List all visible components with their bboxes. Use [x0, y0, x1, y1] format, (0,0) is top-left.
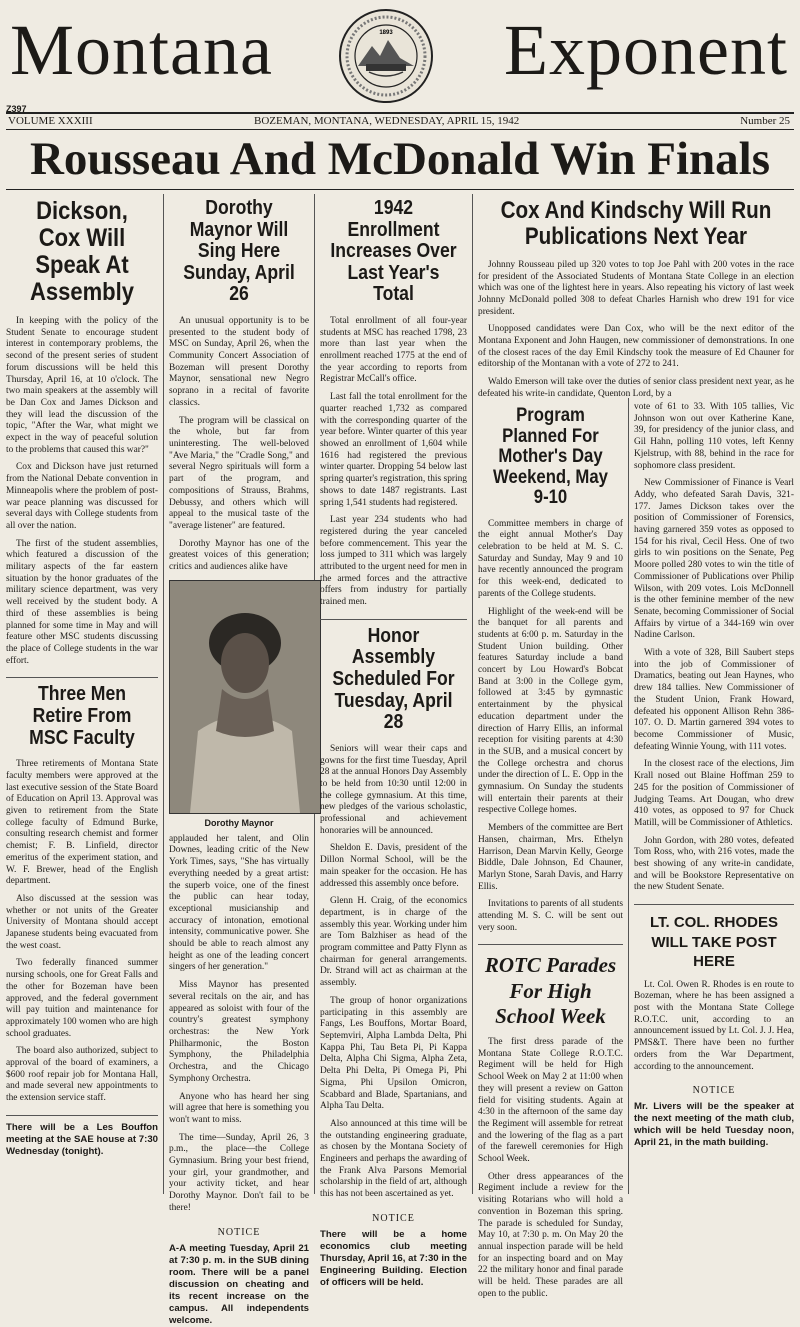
paragraph: John Gordon, with 280 votes, defeated Tom Ross, who, with 216 votes, made the best showing of any write-in candidate, and will be Bookstore Representative on the new Student Senate. [634, 835, 794, 893]
paragraph: The board also authorized, subject to approval of the board of examiners, a $600 roof repair job for Montana Hall, and made several new appointments to the extension service staff. [6, 1046, 158, 1104]
college-seal-icon [336, 6, 436, 106]
seal-year: 1893 [379, 30, 393, 36]
paragraph: Unopposed candidates were Dan Cox, who will be the next editor of the Montana Exponent and John Haugen, new commissioner of demonstrations. In one of the closest races of the day Emil Kindschy took the measure of Ed Chauner for editorship of the Montanan with a vote of 272 to 241. [478, 324, 794, 370]
column-rule [628, 398, 629, 1194]
notice-title: NOTICE [692, 1085, 736, 1097]
paragraph: The time—Sunday, April 26, 3 p.m., the place—the College Gymnasium. Bring your best friend, your girl, your grandmother, and your activity ticket, and hear Dorothy Maynor. Don't fail to be there! [169, 1132, 309, 1213]
paragraph: New Commissioner of Finance is Vearl Addy, who defeated Sarah Davis, 321-177. James Dickson takes over the position of Commissioner of Forensics, having garnered 359 votes as opposed to 154 for his rival, Cecil Hess. One of two girls to win positions on the Senate, Peg Moore polled 280 votes to win the title of Commissioner of Publications over Philip Wilson, with 209 votes. Lois McDonnell is the other feminine member of the new Senate, becoming Commissioner of Social Affairs by virtue of a 344-169 win over Nadine Carlson. [634, 478, 794, 641]
les-bouffon-note: There will be a Les Bouffon meeting at the SAE house at 7:30 Wednesday (tonight). [6, 1121, 158, 1157]
article-maynor [169, 316, 309, 574]
article-rhodes [634, 980, 794, 1074]
paragraph: The first dress parade of the Montana State College R.O.T.C. Regiment will be held for High School Week on May 2 at 11:00 when they will present a review on Gatton field for visiting students. Again at 4:30 in the afternoon of the same day the Regiment will assemble for retreat and the lowering of the flag as a part of the farewell ceremonies for High School Week. [478, 1037, 623, 1165]
article-rotc [478, 1037, 623, 1300]
article-mothers-day [478, 519, 623, 935]
paragraph: The group of honor organizations participating in this assembly are Fangs, Les Bouffons, Mortar Board, Septemviri, Alpha Lambda Delta, Phi Kappa Phi, Tau Beta Pi, Pi Kappa Delta, Alpha Chi Sigma, Alpha Zeta, Delta Phi Delta, Pi Omega Pi, Phi Sigma, Phi Upsilon Omicron, Scabbard and Blade, Spartanians, and Alpha Tau Delta. [320, 995, 467, 1112]
paragraph: Sheldon E. Davis, president of the Dillon Normal School, will be the main speaker for the occasion. He has addressed this assembly once before. [320, 843, 467, 889]
column-3 [320, 194, 467, 1288]
paragraph: Members of the committee are Bert Hansen, chairman, Mrs. Ethelyn Harrison, Dean Marvin Kelly, George Biddle, Dale Johnson, Ed Chauner, Marlyn Stone, Sarah Davis, and Harry Ellis. [478, 823, 623, 892]
paragraph: Seniors will wear their caps and gowns for the first time Tuesday, April 28 at the annual Honors Day Assembly to be held from 10:30 until 12:00 in the college gymnasium. At this time, new pledges of the various scholastic, professional and achievement honoraries will be announced. [320, 743, 467, 836]
paragraph: An unusual opportunity is to be presented to the student body of MSC on Sunday, April 26, when the Community Concert Association of Bozeman will present Dorothy Maynor, sensational new Negro soprano in a recital of favorite classics. [169, 315, 309, 408]
banner-rule [6, 189, 794, 190]
column-rule [163, 194, 164, 1194]
paragraph: In keeping with the policy of the Student Senate to encourage student interest in contemporary problems, the second of the present series of student forum discussions will be held this Thursday, April 16, at 10 o'clock. The two main speakers at the assembly will be Dan Cox and James Dickson and they will lead the discussion of the topic, "After the War, what might we expect in the way of peaceful solution to the problems that caused this war?" [6, 316, 158, 455]
headline-maynor: Dorothy Maynor Will Sing Here Sunday, April 26 [183, 197, 295, 306]
article-retire [6, 759, 158, 1105]
paragraph: Other dress appearances of the Regiment include a review for the visiting Rotarians who will hold a convention in Bozeman this spring. The parade is scheduled for Sunday, May 10, at 7:30 p. m. On May 20 the annual inspection parade will be held for an inspecting board and on May 22 the military honor and final parade will be held. These parades are all open to the public. [478, 1171, 623, 1299]
article-divider [478, 944, 623, 945]
article-divider [6, 677, 158, 678]
headline-retire: Three Men Retire From MSC Faculty [29, 683, 135, 749]
column-1 [6, 194, 158, 1194]
article-assembly [6, 316, 158, 667]
article-enrollment [320, 316, 467, 609]
place-date: BOZEMAN, MONTANA, WEDNESDAY, APRIL 15, 1942 [254, 115, 520, 127]
notice-math-club: Mr. Livers will be the speaker at the next meeting of the math club, which will be held Tuesday noon, April 21, in the math building. [634, 1101, 794, 1149]
paragraph: Also discussed at the session was whether or not units of the Greater University of Montana should accept Japanese students being evacuated from the west coast. [6, 893, 158, 951]
paragraph: Waldo Emerson will take over the duties of senior class president next year, as he defeated his write-in candidate, Quenton Lord, by a [478, 377, 794, 399]
notice-home-ec: There will be a home economics club meeting Thursday, April 16, at 7:30 in the Engineering Building. Election of officers will be held. [320, 1228, 467, 1288]
masthead [0, 6, 800, 106]
paragraph: applauded her talent, and Olin Downes, leading critic of the New York Times, says, "She has virtually everything needed by a great artist: the superb voice, one of the finest the public can hear today, exceptional musicianship and accuracy of intonation, emotional intensity, communicative power. She should be able to reach almost any height as one of the leading concert singers of her generation." [169, 833, 309, 973]
paragraph: Johnny Rousseau piled up 320 votes to top Joe Pahl with 200 votes in the race for president of the Associated Students of Montana State College in an election which was one of the lightest here in years. Also repeating his victory of last week Johnny McDonald polled 308 to defeat Charles Harnish who drew 191 for vice president. [478, 259, 794, 317]
paragraph: Cox and Dickson have just returned from the National Debate convention in Minneapolis where the problem of post-war peace planning was discussed for several days with College students from all over the nation. [6, 462, 158, 531]
article-divider [6, 1115, 158, 1116]
paragraph: Glenn H. Craig, of the economics department, is in charge of the assembly this year. Working under him are Tom Balzhiser as head of the program committee and Patty Flynn as chairman for general arrangements. Dr. Strand will act as chairman at the assembly. [320, 896, 467, 989]
dateline [6, 112, 794, 130]
headline-publications: Cox And Kindschy Will Run Publications Next Year [500, 197, 772, 250]
paragraph: Total enrollment of all four-year students at MSC has reached 1798, 23 more than last year when the enrollment reached 1775 at the end of the year according to reports from Registrar McCall's office. [320, 315, 467, 385]
paragraph: Two federally financed summer nursing schools, one for Great Falls and the other for Bozeman have been approved, and the federal government will pay tuition and maintenance for approximately 100 women who are high school graduates. [6, 958, 158, 1039]
lead-story [478, 194, 794, 399]
headline-enrollment: 1942 Enrollment Increases Over Last Year's Total [330, 197, 457, 306]
paragraph: Lt. Col. Owen R. Rhodes is en route to Bozeman, where he has been assigned a post with the Montana State College R.O.T.C. unit, according to an announcement issued by Lt. Col. J. J. Hea, PMS&T. There have been no further orders from the War Department, according to the announcement. [634, 979, 794, 1072]
photo-caption: Dorothy Maynor [204, 817, 274, 828]
headline-rhodes: LT. COL. RHODES WILL TAKE POST HERE [649, 914, 779, 971]
headline-mothers-day: Program Planned For Mother's Day Weekend, May 9-10 [493, 405, 608, 509]
banner-headline: Rousseau And McDonald Win Finals [29, 133, 771, 185]
masthead-title-left: Montana [10, 10, 273, 90]
headline-honor-assembly: Honor Assembly Scheduled For Tuesday, April 28 [332, 624, 455, 734]
paragraph: The first of the student assemblies, which featured a discussion of the military aspects of the far eastern situation by the honor graduates of the military science department, was very well received by the student body. A third of these assemblies is being planned for some time in May and will feature other MSC students discussing the place of College students in the war effort. [6, 538, 158, 666]
notice-title: NOTICE [217, 1226, 261, 1238]
issue-number: Number 25 [740, 115, 790, 127]
article-divider [320, 619, 467, 620]
column-4 [478, 402, 623, 1299]
paragraph: Highlight of the week-end will be the banquet for all parents and students at 6:00 p. m. Saturday in the Student Union building. Other features Saturday include a band concert by Lou Howard's Bobcat Band at 3:00 in the College gym, followed at 3:45 by gymnastic entertainment by the physical education department under the direction of Harry Ellis, an informal reception for visiting parents at 4:30 in the SUB, and a musical concert by the College orchestra and chorus under the direction of L. E. Opp in the gymnasium. On Sunday the students will entertain their parents at their respective College homes. [478, 606, 623, 816]
paragraph: With a vote of 328, Bill Saubert steps into the job of Commissioner of Dramatics, beating out Jean Haynes, who drew 184 tallies. New Commissioner of the Student Union, Frank Howard, defeated his opponent Allison Rehn 386-107. O. D. Martin garnered 394 votes to become Commissioner of Music, defeating Winnie Young, with 111 votes. [634, 648, 794, 752]
paragraph: Anyone who has heard her sing will agree that here is something you won't want to miss. [169, 1091, 309, 1125]
paragraph: Three retirements of Montana State faculty members were approved at the last executive session of the State Board of Education on April 13. Approval was given to retirement from the State college faculty of Edmund Burke, consulting research chemist and former chemist; F. B. Linfield, director emeritus of the experiment station, and W. F. Brewer, head of the English department. [6, 759, 158, 887]
article-maynor-cont [169, 834, 309, 1215]
paragraph: Committee members in charge of the eight annual Mother's Day celebration to be held at M. S. C. Saturday and Sunday, May 9 and 10 have recently announced the program for this week-end, dedicated to parents of the College students. [478, 518, 623, 599]
catalog-code: Z397 [6, 104, 27, 114]
article-divider [634, 904, 794, 905]
column-5 [634, 402, 794, 1194]
paragraph: The program will be classical on the whole, but far from uninteresting. The well-beloved "Ave Maria," the "Cradle Song," and several Negro spirituals will form a part of the program, and compositions of Strauss, Brahms, Debussy, and others which will appeal to the musical taste of the "average listener" are featured. [169, 415, 309, 531]
masthead-title-right: Exponent [504, 10, 788, 90]
headline-assembly: Dickson, Cox Will Speak At Assembly [30, 197, 134, 306]
notice-aa-meeting: A-A meeting Tuesday, April 21 at 7:30 p. m. in the SUB dining room. There will be a panel discussion on cheating and its recent increase on the campus. All independents welcome. [169, 1242, 309, 1326]
paragraph: In the closest race of the elections, Jim Krall nosed out Blaine Hoffman 259 to 245 for the position of Commissioner of Judging Teams. Art Dougan, who drew 410 votes, as opposed to 97 for Chuck Matill, will be Commissioner of Athletics. [634, 759, 794, 828]
portrait-photo [169, 580, 321, 814]
headline-rotc: ROTC Parades For High School Week [484, 953, 617, 1028]
paragraph: vote of 61 to 33. With 105 tallies, Vic Johnson won out over Katherine Kane, 39, for presidency of the junior class, and Gil Hahn, polling 110 votes, left Kenny Kjelstrup, with 88, behind in the race for sophomore class president. [634, 402, 794, 471]
paragraph: Last year 234 students who had registered during the year canceled before commencement. This year the loss jumped to 311 which was largely attributed to the urgent need for men in the armed forces and the attractive offers from industry for partially trained men. [320, 515, 467, 608]
article-publications-cont [634, 402, 794, 894]
column-2 [169, 194, 309, 1326]
paragraph: Dorothy Maynor has one of the greatest voices of this generation; critics and audiences alike have [169, 538, 309, 573]
portrait-image-icon [170, 581, 320, 813]
paragraph: Miss Maynor has presented several recitals on the air, and has appeared as soloist with four of the country's greatest symphony orchestras: the New York Philharmonic, the Boston Symphony, the Philadelphia Orchestra, and the Chicago Symphony Orchestra. [169, 980, 309, 1084]
volume: VOLUME XXXIII [8, 115, 93, 127]
column-rule [472, 194, 473, 1194]
paragraph: Last fall the total enrollment for the quarter reached 1,732 as compared with the corresponding quarter of the year before. Winter quarter of this year showed an enrollment of 1,604 while 1616 had registered the previous winter quarter. Dropping 54 below last spring quarter's registration, this spring shows to date 1487 registrants. Last spring 1,541 students had registered. [320, 392, 467, 508]
notice-title: NOTICE [372, 1212, 415, 1224]
article-honor-assembly [320, 744, 467, 1201]
paragraph: Also announced at this time will be the outstanding engineering graduate, as chosen by the Montana Society of Engineers and perhaps the awarding of the Frank Alva Parsons Memorial scholarship in the field of art, although this has not been ascertained as yet. [320, 1118, 467, 1200]
paragraph: Invitations to parents of all students attending M. S. C. will be sent out very soon. [478, 899, 623, 933]
